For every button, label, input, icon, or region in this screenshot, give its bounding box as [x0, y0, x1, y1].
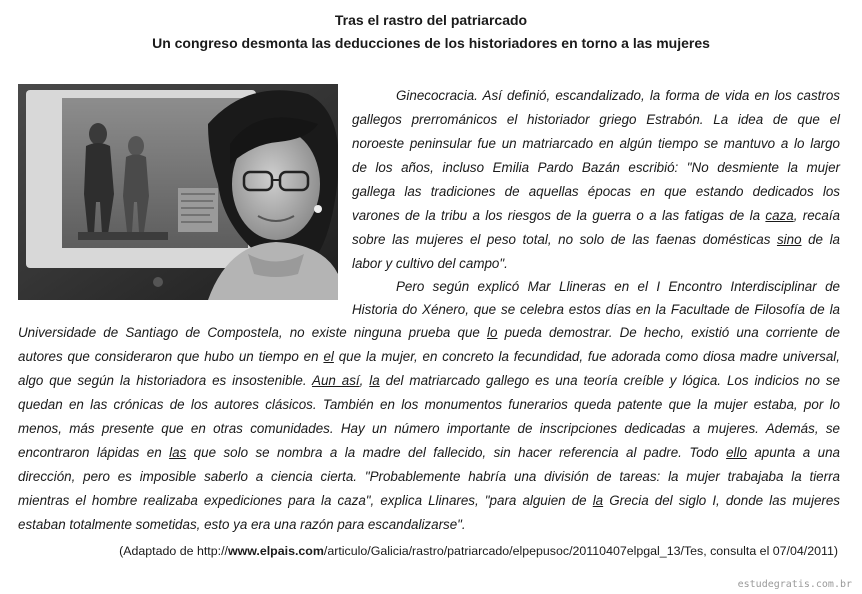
text-line [18, 371, 840, 391]
article-title: Tras el rastro del patriarcado [334, 12, 528, 28]
text-segment: de la [801, 232, 840, 247]
text-line [18, 443, 840, 463]
source-domain: www.elpais.com [227, 544, 324, 558]
text-segment: del matriarcado gallego es una teoría creíble y lógica. Los indicios no se [379, 373, 840, 388]
underlined-word: la [369, 373, 380, 388]
text-segment: encontraron lápidas en [18, 445, 170, 460]
article-photo [18, 84, 338, 300]
underlined-word: las [169, 445, 187, 460]
text-line [18, 491, 840, 511]
text-segment: mientras el hombre realizaba expediciones para la caza", explica Llinares, "para alguien de [18, 493, 593, 508]
photo-illustration [18, 84, 338, 300]
underlined-word: el [323, 349, 334, 364]
text-line [352, 206, 840, 226]
text-segment: labor y cultivo del campo". [352, 256, 508, 271]
underlined-word: sino [776, 232, 802, 247]
text-segment: , [359, 373, 370, 388]
text-segment: gallegos prerrománicos el historiador griego Estrabón. La idea de que el [352, 112, 840, 127]
text-segment: quedan en las crónicas de los autores clásicos. También en los monumentos funerarios queda patente que la mujer estaba, por lo [18, 397, 840, 412]
underlined-word: la [592, 493, 604, 508]
text-line [18, 395, 840, 415]
underlined-word: lo [487, 325, 498, 340]
text-segment: autores que consideraron que hubo un tiempo en [18, 349, 324, 364]
text-segment: que solo se nombra a la madre del fallecido, sin hacer referencia al padre. Todo [186, 445, 727, 460]
text-segment: algo que según la historiadora es insostenible. [18, 373, 313, 388]
text-segment: Universidade de Santiago de Compostela, no existe ninguna prueba que [18, 325, 488, 340]
text-line [352, 110, 840, 130]
text-line [18, 515, 840, 535]
text-segment: varones de la tribu a los riesgos de la guerra o a las fatigas de la [352, 208, 766, 223]
text-line [396, 277, 840, 297]
source-citation [0, 542, 838, 560]
text-segment: menos, más presente que en otras comunidades. Hay un número importante de inscripciones dedicadas a mujeres. Además, se [18, 421, 840, 436]
underlined-word: caza [765, 208, 794, 223]
text-segment: Historia do Xénero, que se celebra estos días en la Facultade de Filosofía de la [352, 302, 840, 317]
text-segment: Grecia del siglo I, donde las mujeres [603, 493, 841, 508]
text-line [18, 347, 840, 367]
text-segment: , recaía [793, 208, 840, 223]
text-line [352, 254, 840, 274]
text-line [18, 467, 840, 487]
text-segment: sobre las mujeres el peso total, no solo de las faenas domésticas [352, 232, 777, 247]
text-line [396, 86, 840, 106]
text-segment: Pero según explicó Mar Llineras en el I Encontro Interdisciplinar de [396, 279, 840, 294]
text-line [18, 419, 840, 439]
text-segment: dirección, pero es imposible saberlo a ciencia cierta. "Probablemente habría una división de tareas: la mujer trabajaba la tierra [18, 469, 840, 484]
text-line [18, 323, 840, 343]
article-subtitle: Un congreso desmonta las deducciones de los historiadores en torno a las mujeres [152, 35, 710, 51]
text-line [352, 300, 840, 320]
watermark: estudegratis.com.br [737, 579, 852, 590]
text-line [352, 182, 840, 202]
text-line [352, 158, 840, 178]
source-suffix: /articulo/Galicia/rastro/patriarcado/elpepusoc/20110407elpgal_13/Tes, consulta el 07/04/2011) [323, 544, 838, 558]
text-segment: estaban totalmente sometidas, esto ya era una razón para escandalizarse". [18, 517, 466, 532]
source-prefix: (Adaptado de http:// [119, 544, 228, 558]
text-line [352, 134, 840, 154]
text-line [352, 230, 840, 250]
underlined-word: ello [726, 445, 747, 460]
text-segment: que la mujer, en concreto la fecundidad, fue adorada como diosa madre universal, [333, 349, 841, 364]
text-segment: gallega las tradiciones de aquellas épocas en que estando dedicados los [352, 184, 840, 199]
text-segment: Ginecocracia. Así definió, escandalizado, la forma de vida en los castros [396, 88, 840, 103]
text-segment: apunta a una [746, 445, 840, 460]
text-segment: pueda demostrar. De hecho, existió una corriente de [497, 325, 840, 340]
text-segment: noroeste peninsular fue un matriarcado en algún tiempo se mantuvo a lo largo [352, 136, 840, 151]
underlined-word: Aun así [312, 373, 360, 388]
text-segment: de los años, incluso Emilia Pardo Bazán escribió: "No desmiente la mujer [352, 160, 840, 175]
